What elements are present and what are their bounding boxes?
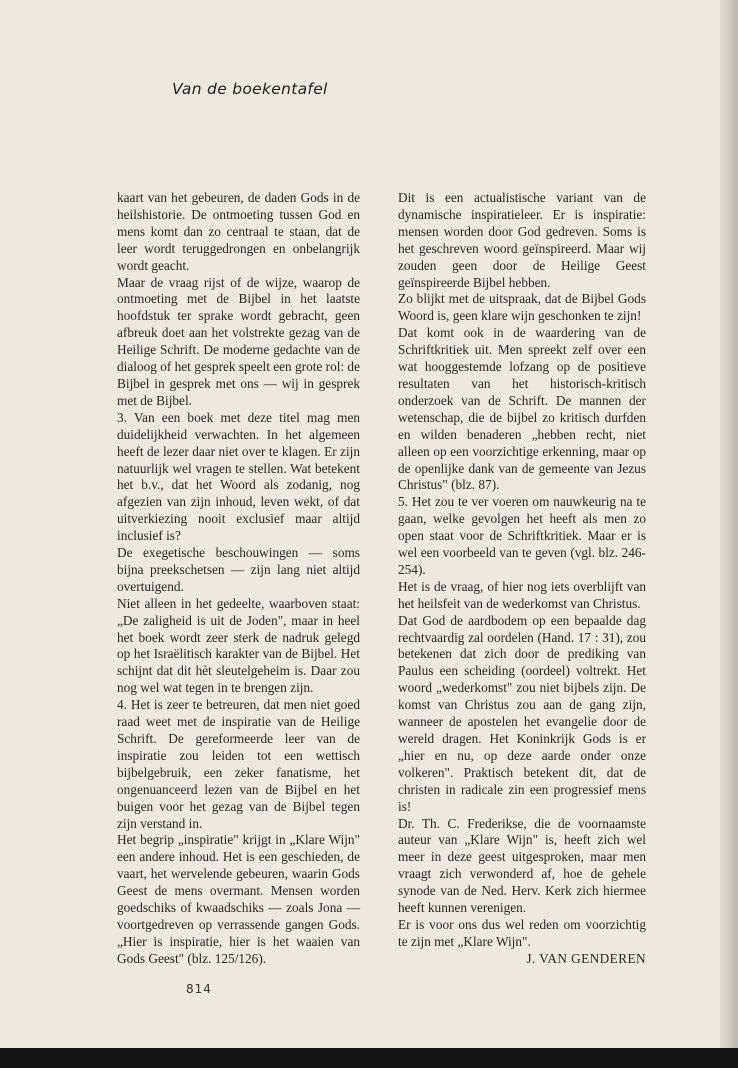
paragraph: De exegetische beschouwingen — soms bijna preekschetsen — zijn lang niet altijd overtuigend. bbox=[117, 545, 360, 594]
paragraph: Er is voor ons dus wel reden om voorzichtig te zijn met „Klare Wijn". bbox=[398, 916, 646, 949]
paragraph: Zo blijkt met de uitspraak, dat de Bijbel Gods Woord is, geen klare wijn geschonken te zijn! bbox=[398, 291, 646, 324]
scan-border bbox=[0, 1048, 738, 1068]
paragraph: Dat God de aardbodem op een bepaalde dag rechtvaardig zal oordelen (Hand. 17 : 31), zou betekenen dat zich door de prediking van Paulus een scheiding (oordeel) voltrekt. Het woord „wederkomst" zou niet bijbels zijn. De komst van Christus zou aan de gang zijn, wanneer de apostelen het evangelie door de wereld dragen. Het Koninkrijk Gods is er „hier en nu, op deze aarde onder onze volkeren". Praktisch betekent dit, dat de christen in radicale zin een progressief mens is! bbox=[398, 612, 646, 814]
paragraph: 3. Van een boek met deze titel mag men duidelijkheid verwachten. In het algemeen heeft de lezer daar niet over te klagen. Er zijn natuurlijk wel vragen te stellen. Wat betekent het b.v., dat het Woord als zodanig, nog afgezien van zijn inhoud, leven wekt, of dat uitverkiezing nooit exclusief maar altijd inclusief is? bbox=[117, 409, 360, 544]
paragraph: Het begrip „inspiratie" krijgt in „Klare Wijn" een andere inhoud. Het is een geschieden, de vaart, het wervelende gebeuren, waarin Gods Geest de mens overmant. Mensen worden goedschiks of kwaadschiks — zoals Jona — voortgedreven op verrassende gangen Gods. „Hier is inspiratie, hier is het waaien van Gods Geest" (blz. 125/126). bbox=[117, 832, 360, 966]
paragraph: Dr. Th. C. Frederikse, die de voornaamste auteur van „Klare Wijn" is, heeft zich wel meer in deze geest uitgesproken, maar men vraagt zich verwonderd af, hoe de gehele synode van de Ned. Herv. Kerk zich hiermee heeft kunnen verenigen. bbox=[398, 815, 646, 916]
right-column bbox=[398, 190, 646, 968]
paragraph: 5. Het zou te ver voeren om nauwkeurig na te gaan, welke gevolgen het heeft als men zo open staat voor de Schriftkritiek. Maar er is wel een voorbeeld van te geven (vgl. blz. 246-254). bbox=[398, 494, 646, 577]
paragraph: kaart van het gebeuren, de daden Gods in de heilshistorie. De ontmoeting tussen God en mens komt dan zo centraal te staan, dat de leer wordt teruggedrongen en onbelangrijk wordt geacht. bbox=[117, 190, 360, 273]
running-header: Van de boekentafel bbox=[172, 80, 328, 98]
paragraph: Niet alleen in het gedeelte, waarboven staat: „De zaligheid is uit de Joden", maar in heel het boek wordt zeer sterk de nadruk gelegd op het Israëlitisch karakter van de Bijbel. Het schijnt dat dit hèt sleutelgeheim is. Daar zou nog wel wat tegen in te brengen zijn. bbox=[117, 595, 360, 696]
page-number: 814 bbox=[186, 982, 212, 996]
paragraph: Het is de vraag, of hier nog iets overblijft van het heilsfeit van de wederkomst van Christus. bbox=[398, 578, 646, 611]
paragraph: 4. Het is zeer te betreuren, dat men niet goed raad weet met de inspiratie van de Heilige Schrift. De gereformeerde leer van de inspiratie zou leiden tot een wettisch bijbelgebruik, een zeker fanatisme, het ongenuanceerd lezen van de Bijbel en het buigen voor het gezag van de Bijbel tegen zijn verstand in. bbox=[117, 697, 360, 831]
paragraph: Dat komt ook in de waardering van de Schriftkritiek uit. Men spreekt zelf over een wat hooggestemde lofzang op de positieve resultaten van het historisch-kritisch onderzoek van de Schrift. De mannen der wetenschap, die de bijbel zo kritisch durfden en wilden benaderen „hebben recht, niet alleen op een voorzichtige erkenning, maar op de openlijke dank van de gemeente van Jezus Christus" (blz. 87). bbox=[398, 325, 646, 493]
paragraph: Maar de vraag rijst of de wijze, waarop de ontmoeting met de Bijbel in het laatste hoofdstuk ter sprake wordt gebracht, geen afbreuk doet aan het volstrekte gezag van de Heilige Schrift. De moderne gedachte van de dialoog of het gesprek speelt een grote rol: de Bijbel in gesprek met ons — wij in gesprek met de Bijbel. bbox=[117, 274, 360, 408]
scan-edge bbox=[720, 0, 738, 1068]
paragraph: Dit is een actualistische variant van de dynamische inspiratieleer. Er is inspiratie: mensen worden door God gedreven. Soms is het geschreven woord geïnspireerd. Maar wij zouden geen door de Heilige Geest geïnspireerde Bijbel hebben. bbox=[398, 190, 646, 290]
left-column bbox=[117, 190, 360, 968]
author-signature: J. VAN GENDEREN bbox=[526, 950, 646, 966]
